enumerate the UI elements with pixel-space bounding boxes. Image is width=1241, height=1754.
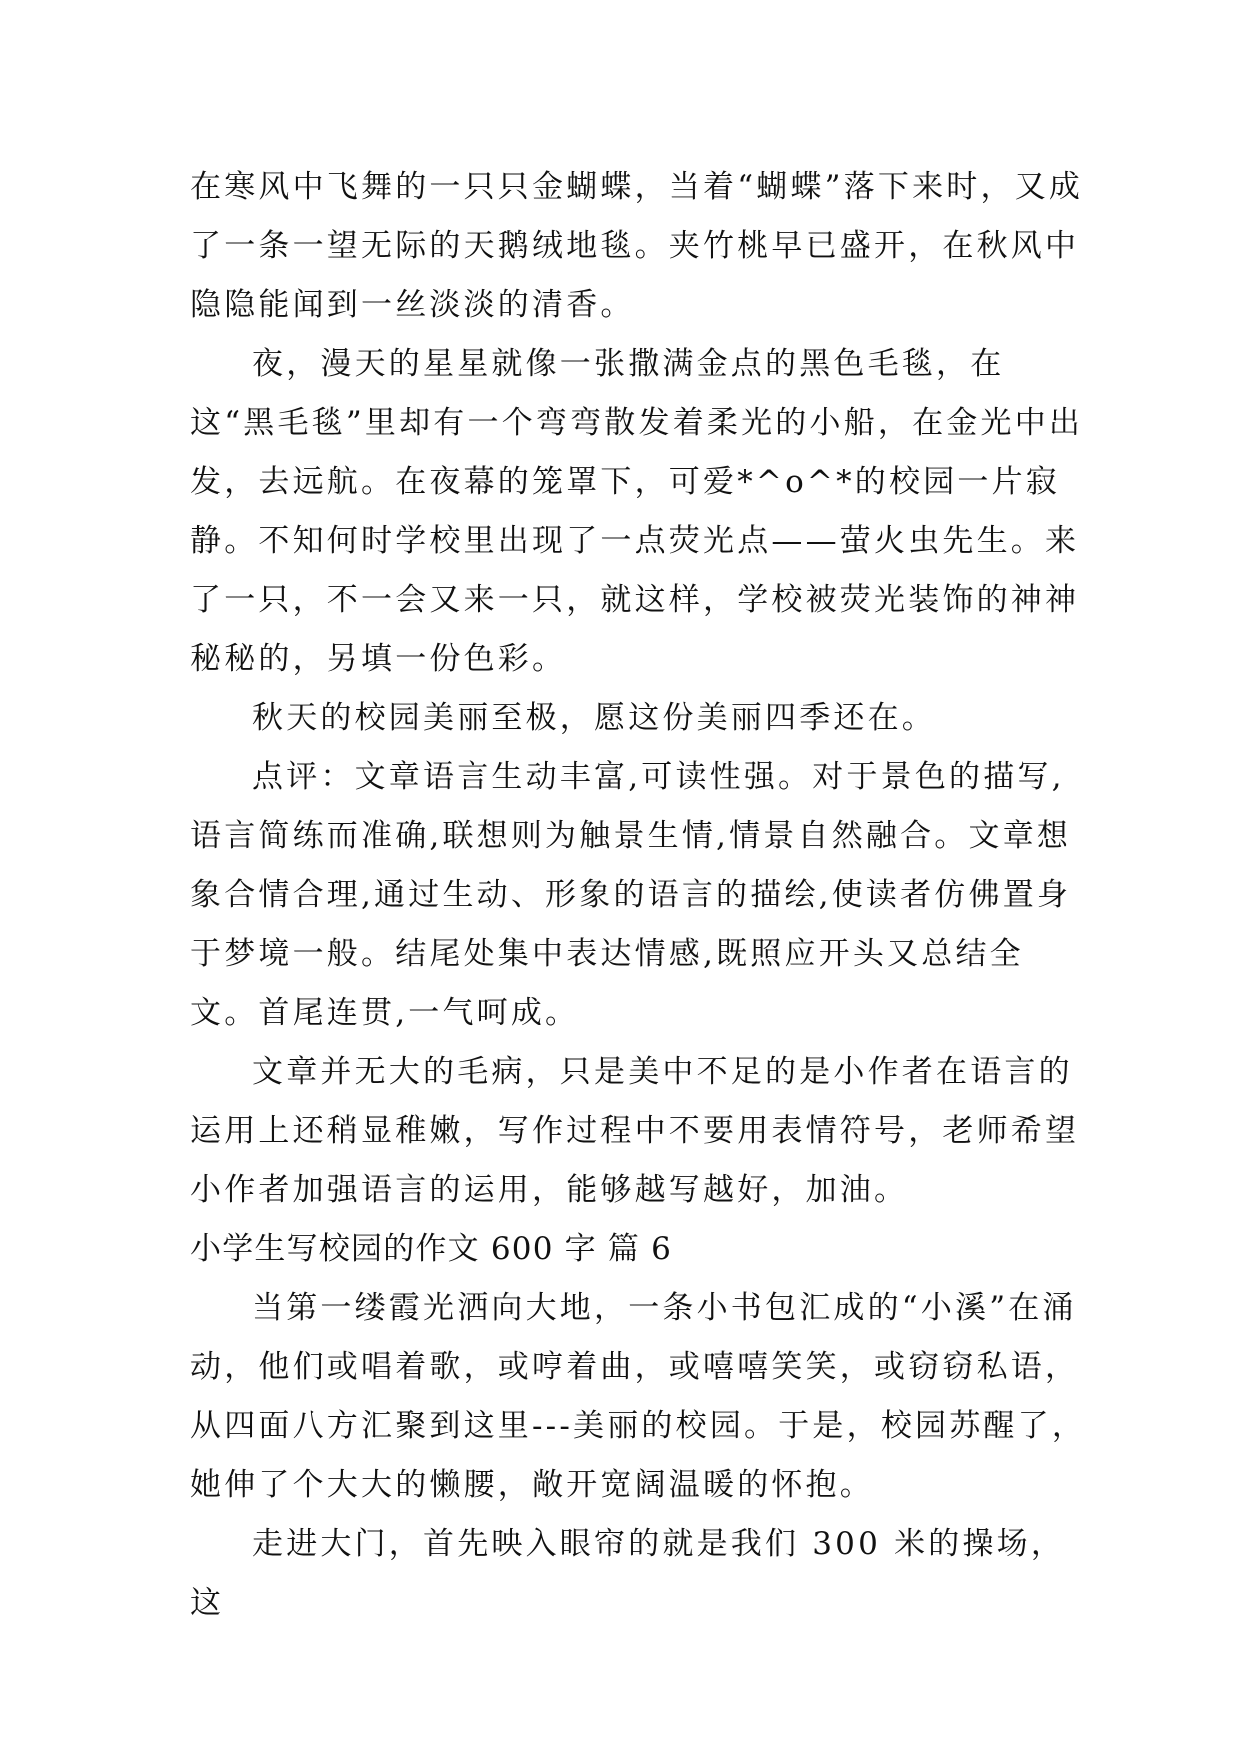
- paragraph-comment: 点评：文章语言生动丰富,可读性强。对于景色的描写,语言简练而准确,联想则为触景生情,情景自然融合。文章想象合情合理,通过生动、形象的语言的描绘,使读者仿佛置身于梦境一般。结尾处集中表达情感,既照应开头又总结全文。首尾连贯,一气呵成。: [190, 759, 1072, 1031]
- paragraph-autumn-summary: 秋天的校园美丽至极，愿这份美丽四季还在。: [252, 700, 936, 736]
- essay-heading: 小学生写校园的作文 600 字 篇 6: [190, 1231, 673, 1267]
- paragraph-morning: 当第一缕霞光洒向大地，一条小书包汇成的“小溪”在涌动，他们或唱着歌，或哼着曲，或嘻嘻笑笑，或窃窃私语，从四面八方汇聚到这里---美丽的校园。于是，校园苏醒了，她伸了个大大的懒腰，敞开宽阔温暖的怀抱。: [190, 1290, 1087, 1503]
- paragraph-autumn-leaves: 在寒风中飞舞的一只只金蝴蝶，当着“蝴蝶”落下来时，又成了一条一望无际的天鹅绒地毯。夹竹桃早已盛开，在秋风中隐隐能闻到一丝淡淡的清香。: [190, 169, 1084, 323]
- paragraph-critique: 文章并无大的毛病，只是美中不足的是小作者在语言的运用上还稍显稚嫩，写作过程中不要用表情符号，老师希望小作者加强语言的运用，能够越写越好，加油。: [190, 1054, 1080, 1208]
- paragraph-night: 夜，漫天的星星就像一张撒满金点的黑色毛毯，在这“黑毛毯”里却有一个弯弯散发着柔光的小船，在金光中出发，去远航。在夜幕的笼罩下，可爱*^o^*的校园一片寂静。不知何时学校里出现了一点荧光点——萤火虫先生。来了一只，不一会又来一只，就这样，学校被荧光装饰的神神秘秘的，另填一份色彩。: [190, 346, 1084, 677]
- paragraph-entrance: 走进大门，首先映入眼帘的就是我们 300 米的操场，这: [190, 1526, 1066, 1621]
- document-body: [190, 158, 1090, 1633]
